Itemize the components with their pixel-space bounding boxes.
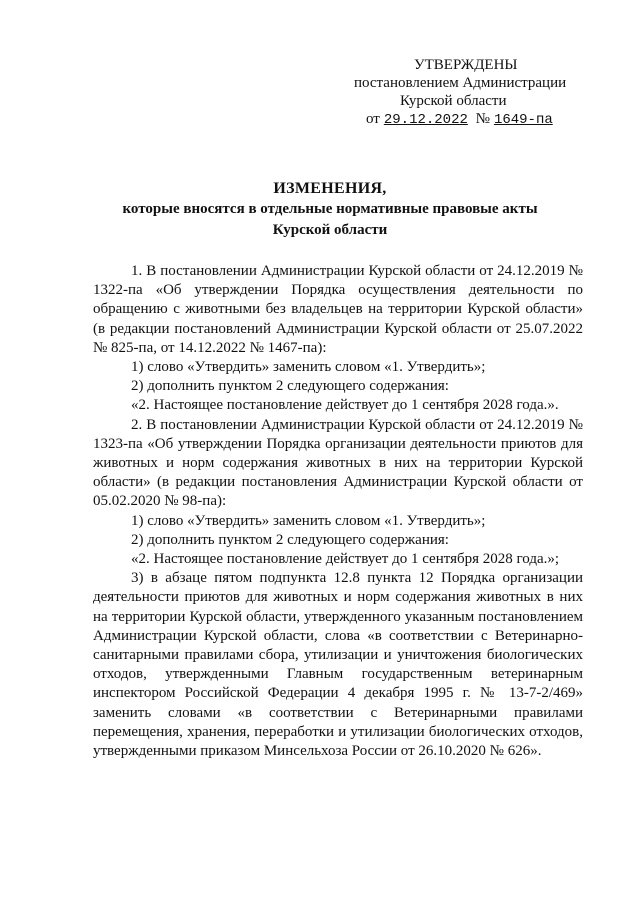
- document-heading: [60, 178, 600, 241]
- heading-subtitle-line2: Курской области: [272, 222, 388, 238]
- paragraph-2-item-2: 2) дополнить пунктом 2 следующего содержания:: [131, 531, 449, 548]
- paragraph-2-item-1: 1) слово «Утвердить» заменить словом «1. Утвердить»;: [131, 512, 486, 529]
- heading-subtitle-line1: которые вносятся в отдельные нормативные правовые акты: [122, 201, 538, 217]
- heading-title: ИЗМЕНЕНИЯ,: [273, 180, 387, 197]
- approval-title: УТВЕРЖДЕНЫ: [414, 57, 518, 73]
- paragraph-1-quote: «2. Настоящее постановление действует до 1 сентября 2028 года.».: [131, 397, 559, 414]
- approval-block: [340, 56, 600, 129]
- paragraph-1-item-1: 1) слово «Утвердить» заменить словом «1. Утвердить»;: [131, 359, 486, 376]
- paragraph-2: 2. В постановлении Администрации Курской области от 24.12.2019 № 1323-па «Об утверждении Порядка организации деятельности приютов для животных и норм содержания животных в них на территории Курской области» (в редакции постановления Администрации Курской области от 05.02.2020 № 98-па):: [93, 416, 583, 510]
- number-prefix: №: [475, 111, 490, 127]
- paragraph-1-item-2: 2) дополнить пунктом 2 следующего содержания:: [131, 378, 449, 395]
- approval-number: 1649-па: [493, 112, 553, 128]
- approval-region: Курской области: [400, 93, 507, 109]
- paragraph-1: 1. В постановлении Администрации Курской области от 24.12.2019 № 1322-па «Об утверждении Порядка осуществления деятельности по обращению с животными без владельцев на территории Курской области» (в редакции постановлений Администрации Курской области от 25.07.2022 № 825-па, от 14.12.2022 № 1467-па):: [93, 263, 583, 356]
- document-body: [93, 262, 583, 761]
- date-prefix: от: [366, 111, 380, 127]
- approval-date: 29.12.2022: [383, 112, 468, 128]
- paragraph-2-item-3: 3) в абзаце пятом подпункта 12.8 пункта 12 Порядка организации деятельности приютов для животных и норм содержания животных в них на территории Курской области, утвержденного указанным постановлением Администрации Курской области, слова «в соответствии с Ветеринарно-санитарными правилами сбора, утилизации и уничтожения биологических отходов, утвержденными Главным государственным ветеринарным инспектором Российской Федерации 4 декабря 1995 г. № 13-7-2/469» заменить словами «в соответствии с Ветеринарными правилами перемещения, хранения, переработки и утилизации биологических отходов, утвержденными приказом Минсельхоза России от 26.10.2020 № 626».: [93, 570, 583, 760]
- approval-issuer: постановлением Администрации: [354, 75, 567, 91]
- paragraph-2-quote: «2. Настоящее постановление действует до 1 сентября 2028 года.»;: [131, 551, 560, 568]
- approval-date-line: [340, 110, 600, 129]
